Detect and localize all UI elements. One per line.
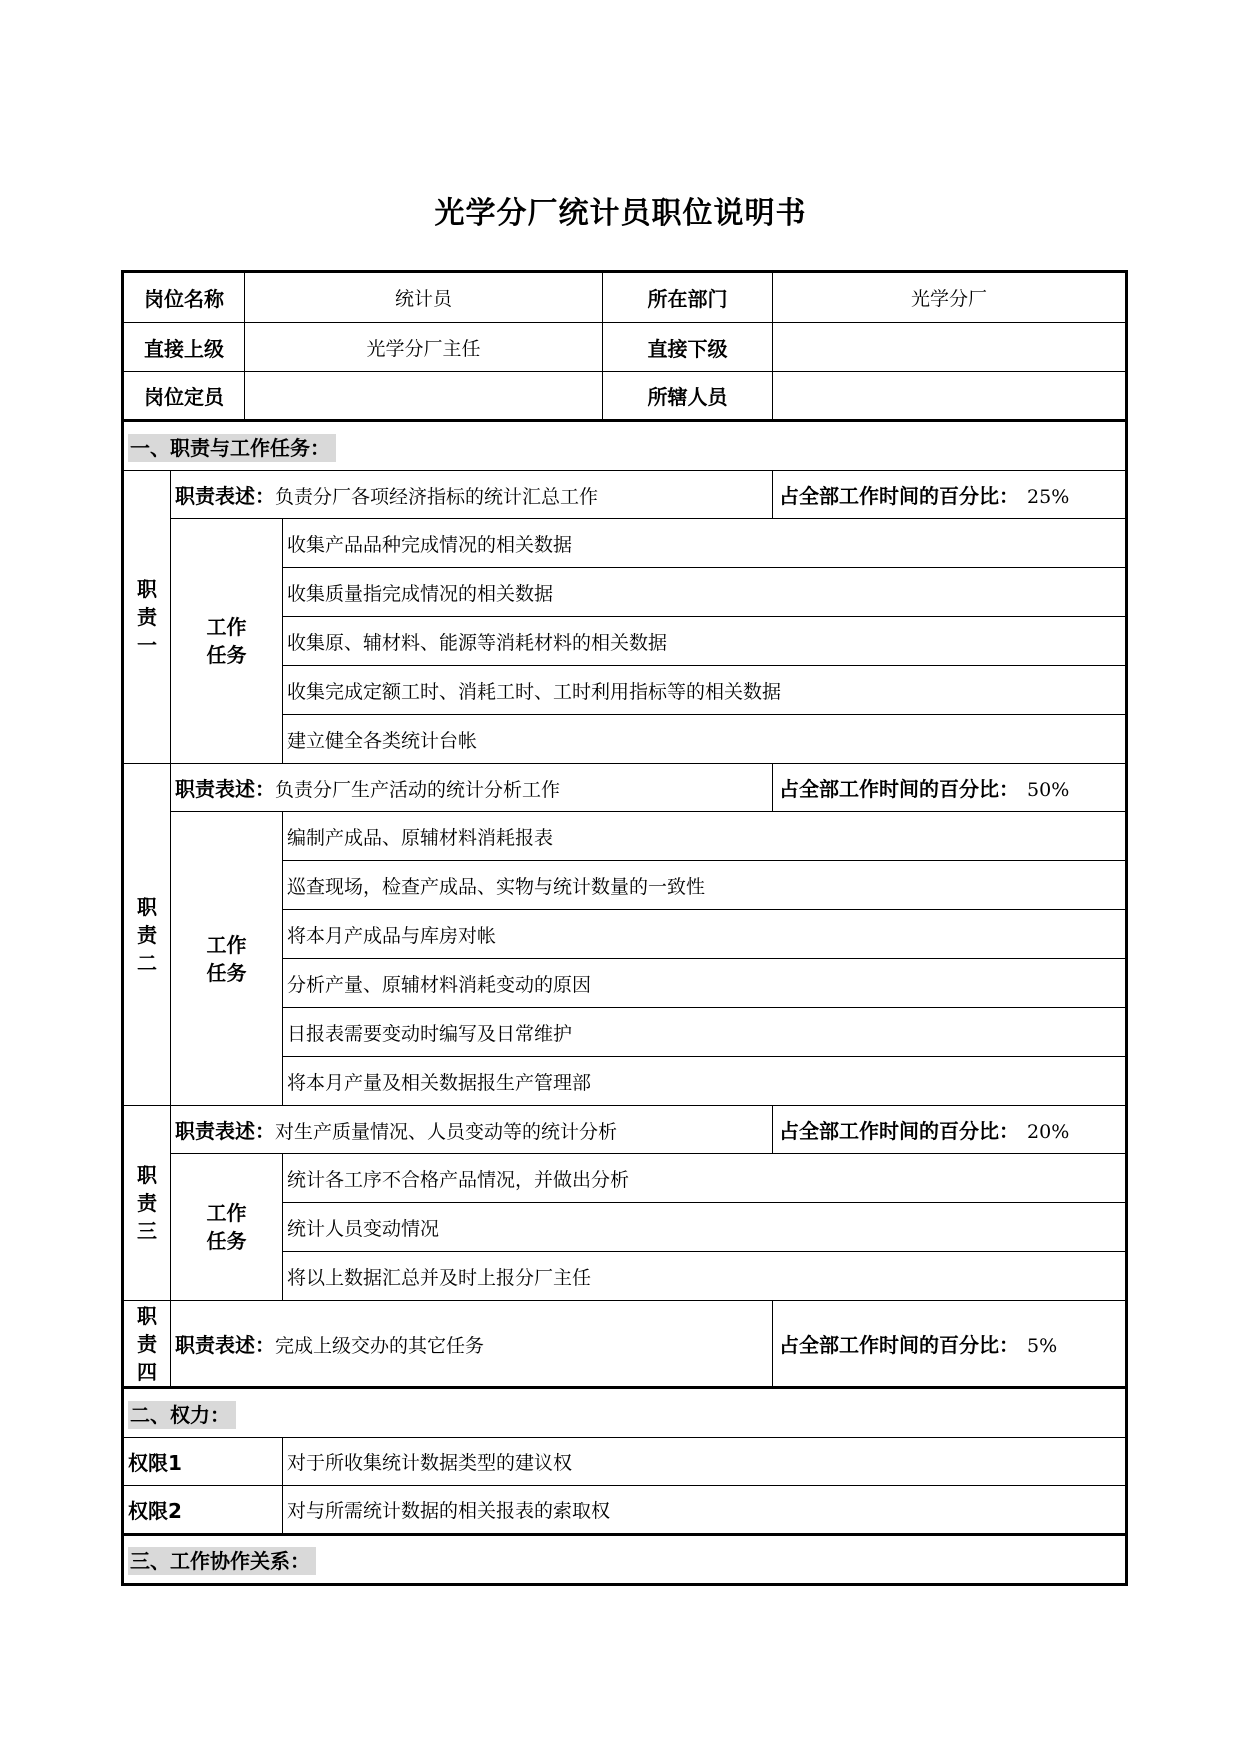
section-duties-title: 一、职责与工作任务： — [123, 421, 1127, 471]
duty-2-task: 编制产成品、原辅材料消耗报表 — [283, 812, 1127, 861]
authority-1-value: 对于所收集统计数据类型的建议权 — [283, 1438, 1127, 1486]
duty-2-description: 职责表述：负责分厂生产活动的统计分析工作 — [171, 764, 773, 812]
duty-1-task: 收集产品品种完成情况的相关数据 — [283, 519, 1127, 568]
subordinate-value — [773, 323, 1127, 372]
duty-2-task: 将本月产量及相关数据报生产管理部 — [283, 1057, 1127, 1106]
post-name-label: 岗位名称 — [123, 272, 245, 323]
duty-1-task: 收集完成定额工时、消耗工时、工时利用指标等的相关数据 — [283, 666, 1127, 715]
duty-3-task: 统计人员变动情况 — [283, 1203, 1127, 1252]
duty-1-name: 职责一 — [123, 471, 171, 764]
authority-2-value: 对与所需统计数据的相关报表的索取权 — [283, 1486, 1127, 1535]
authority-2-label: 权限2 — [123, 1486, 283, 1535]
dept-label: 所在部门 — [603, 272, 773, 323]
duty-1-task: 收集质量指完成情况的相关数据 — [283, 568, 1127, 617]
duty-3-percent: 占全部工作时间的百分比： 20% — [773, 1106, 1127, 1154]
duty-4-description: 职责表述：完成上级交办的其它任务 — [171, 1301, 773, 1388]
duty-2-task: 巡查现场，检查产成品、实物与统计数量的一致性 — [283, 861, 1127, 910]
duty-3-description: 职责表述：对生产质量情况、人员变动等的统计分析 — [171, 1106, 773, 1154]
duty-2-task-header: 工作任务 — [171, 812, 283, 1106]
superior-value: 光学分厂主任 — [245, 323, 603, 372]
duty-2-task: 日报表需要变动时编写及日常维护 — [283, 1008, 1127, 1057]
staff-value — [773, 372, 1127, 421]
job-description-table — [121, 270, 1128, 1586]
post-name-value: 统计员 — [245, 272, 603, 323]
duty-2-task: 分析产量、原辅材料消耗变动的原因 — [283, 959, 1127, 1008]
duty-4-percent: 占全部工作时间的百分比： 5% — [773, 1301, 1127, 1388]
section-authority-title: 二、权力： — [123, 1388, 1127, 1438]
subordinate-label: 直接下级 — [603, 323, 773, 372]
staff-label: 所辖人员 — [603, 372, 773, 421]
duty-3-task-header: 工作任务 — [171, 1154, 283, 1301]
duty-1-task-header: 工作任务 — [171, 519, 283, 764]
quota-value — [245, 372, 603, 421]
dept-value: 光学分厂 — [773, 272, 1127, 323]
authority-1-label: 权限1 — [123, 1438, 283, 1486]
duty-4-name: 职责四 — [123, 1301, 171, 1388]
quota-label: 岗位定员 — [123, 372, 245, 421]
duty-1-task: 建立健全各类统计台帐 — [283, 715, 1127, 764]
duty-1-percent: 占全部工作时间的百分比： 25% — [773, 471, 1127, 519]
superior-label: 直接上级 — [123, 323, 245, 372]
page-title: 光学分厂统计员职位说明书 — [434, 196, 807, 231]
duty-2-name: 职责二 — [123, 764, 171, 1106]
duty-1-task: 收集原、辅材料、能源等消耗材料的相关数据 — [283, 617, 1127, 666]
duty-2-task: 将本月产成品与库房对帐 — [283, 910, 1127, 959]
duty-3-task: 统计各工序不合格产品情况，并做出分析 — [283, 1154, 1127, 1203]
section-cooperation-title: 三、工作协作关系： — [123, 1535, 1127, 1585]
duty-2-percent: 占全部工作时间的百分比： 50% — [773, 764, 1127, 812]
duty-1-description: 职责表述：负责分厂各项经济指标的统计汇总工作 — [171, 471, 773, 519]
duty-3-task: 将以上数据汇总并及时上报分厂主任 — [283, 1252, 1127, 1301]
duty-3-name: 职责三 — [123, 1106, 171, 1301]
